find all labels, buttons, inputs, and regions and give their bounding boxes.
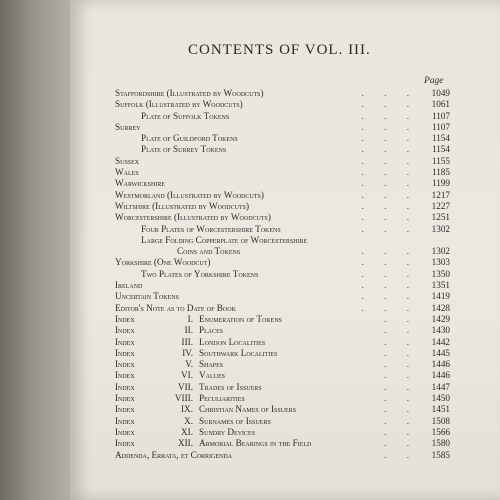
- index-label: Index: [115, 381, 135, 392]
- leader-dots: . . .: [361, 121, 418, 132]
- toc-entry: [115, 246, 450, 257]
- toc-entry-title: Four Plates of Worcestershire Tokens: [141, 223, 281, 234]
- page-column-header: Page: [424, 76, 444, 86]
- leader-dots: . . .: [361, 133, 418, 144]
- page-title: CONTENTS OF VOL. III.: [188, 42, 371, 58]
- toc-entry-page: 1428: [431, 302, 450, 313]
- toc-entry-page: 1302: [431, 223, 450, 234]
- toc-entry: [115, 190, 450, 201]
- toc-index-page: 1508: [431, 415, 450, 426]
- index-title: Enumeration of Tokens: [199, 313, 282, 324]
- toc-entry: [115, 201, 450, 212]
- index-title: Surnames of Issuers: [199, 415, 271, 426]
- toc-entry: [115, 235, 450, 246]
- leader-dots: . .: [384, 359, 418, 370]
- leader-dots: . .: [384, 381, 418, 392]
- index-title: Sundry Devices: [199, 426, 256, 437]
- toc-entry-title: Ireland: [115, 280, 143, 291]
- toc-index-entry: [115, 438, 450, 449]
- toc-index-page: 1442: [431, 336, 450, 347]
- toc-entry: [115, 111, 450, 122]
- leader-dots: . .: [384, 438, 418, 449]
- index-title: London Localities: [199, 336, 266, 347]
- book-page: [70, 0, 500, 500]
- toc-index-page: 1446: [431, 370, 450, 381]
- toc-index-line: [115, 370, 225, 381]
- toc-entry: [115, 280, 450, 291]
- toc-index-entry: [115, 393, 450, 404]
- toc-entry-page: 1227: [431, 200, 450, 211]
- leader-dots: . .: [384, 325, 418, 336]
- toc-index-entry: [115, 404, 450, 415]
- toc-index-page: 1429: [431, 313, 450, 324]
- toc-entry-title: Addenda, Errata, et Corrigenda: [115, 449, 233, 460]
- toc-index-line: [115, 393, 245, 404]
- toc-index-entry: [115, 314, 450, 325]
- toc-index-page: 1430: [431, 325, 450, 336]
- toc-entry-page: 1251: [431, 212, 450, 223]
- leader-dots: . . .: [361, 189, 418, 200]
- index-label: Index: [115, 370, 135, 381]
- toc-entry: [115, 122, 450, 133]
- toc-index-entry: [115, 416, 450, 427]
- index-title: Peculiarities: [199, 393, 245, 404]
- index-number: IX.: [181, 404, 193, 415]
- index-number: VI.: [181, 370, 193, 381]
- leader-dots: . .: [384, 404, 418, 415]
- leader-dots: . . .: [361, 223, 418, 234]
- toc-entry: [115, 303, 450, 314]
- toc-entry-title: Surrey: [115, 121, 141, 132]
- index-number: X.: [184, 415, 193, 426]
- index-number: VII.: [177, 381, 193, 392]
- toc-entry-page: 1303: [431, 257, 450, 268]
- toc-index-entry: [115, 370, 450, 381]
- toc-entry-title: Wiltshire (Illustrated by Woodcuts): [115, 200, 250, 211]
- toc-entry-page: 1154: [431, 133, 450, 144]
- leader-dots: . . .: [361, 144, 418, 155]
- toc-entry-title: Yorkshire (One Woodcut): [115, 257, 211, 268]
- index-title: Southwark Localities: [199, 347, 278, 358]
- toc-entry-title: Plate of Suffolk Tokens: [141, 110, 230, 121]
- toc-index-line: [115, 359, 223, 370]
- index-number: VIII.: [174, 393, 193, 404]
- index-number: XI.: [181, 426, 193, 437]
- toc-index-line: [115, 337, 265, 348]
- index-title: Shapes: [199, 359, 224, 370]
- toc-entry-title: Editor's Note as to Date of Book: [115, 302, 236, 313]
- toc-entry-title: Large Folding Copperplate of Worcestershire: [141, 234, 308, 245]
- toc-entry-addenda: [115, 450, 450, 461]
- leader-dots: . .: [384, 393, 418, 404]
- toc-entry-title: Westmorland (Illustrated by Woodcuts): [115, 189, 264, 200]
- toc-entry: [115, 99, 450, 110]
- index-number: III.: [181, 336, 193, 347]
- toc-index-line: [115, 404, 296, 415]
- toc-index-page: 1566: [431, 426, 450, 437]
- toc-entry-page: 1199: [431, 178, 450, 189]
- index-label: Index: [115, 313, 135, 324]
- toc-index-line: [115, 348, 277, 359]
- leader-dots: . . .: [361, 167, 418, 178]
- leader-dots: . .: [384, 370, 418, 381]
- toc-entry-page: 1107: [431, 121, 450, 132]
- leader-dots: . . .: [361, 99, 418, 110]
- toc-index-line: [115, 314, 282, 325]
- leader-dots: . .: [384, 426, 418, 437]
- leader-dots: . . .: [361, 291, 418, 302]
- toc-entry-page: 1061: [431, 99, 450, 110]
- toc-entry-title: Uncertain Tokens: [115, 291, 179, 302]
- index-number: V.: [185, 359, 193, 370]
- index-number: I.: [187, 313, 193, 324]
- toc-entry: [115, 224, 450, 235]
- toc-entry-title: Suffolk (Illustrated by Woodcuts): [115, 99, 243, 110]
- index-number: XII.: [177, 438, 193, 449]
- book-spine-shadow: [0, 0, 78, 500]
- toc-index-line: [115, 427, 255, 438]
- index-label: Index: [115, 336, 135, 347]
- leader-dots: . . .: [361, 257, 418, 268]
- leader-dots: . .: [384, 336, 418, 347]
- toc-entry-page: 1302: [431, 246, 450, 257]
- index-title: Trades of Issuers: [199, 381, 262, 392]
- toc-entry: [115, 156, 450, 167]
- toc-entry: [115, 291, 450, 302]
- toc-entry-title: Plate of Guildford Tokens: [141, 133, 238, 144]
- leader-dots: . . .: [361, 280, 418, 291]
- index-label: Index: [115, 404, 135, 415]
- toc-entry-page: 1154: [431, 144, 450, 155]
- index-number: II.: [184, 325, 193, 336]
- toc-index-page: 1450: [431, 393, 450, 404]
- index-label: Index: [115, 426, 135, 437]
- toc-index-page: 1445: [431, 347, 450, 358]
- leader-dots: . . .: [361, 178, 418, 189]
- leader-dots: . . .: [361, 268, 418, 279]
- leader-dots: . .: [384, 313, 418, 324]
- toc-index-entry: [115, 348, 450, 359]
- toc-entry-title: Warwickshire: [115, 178, 166, 189]
- toc-entry-page: 1185: [431, 167, 450, 178]
- toc-entry-title: Staffordshire (Illustrated by Woodcuts): [115, 88, 264, 98]
- index-title: Places: [199, 325, 224, 336]
- index-title: Values: [199, 370, 225, 381]
- toc-entry: [115, 257, 450, 268]
- toc-index-entry: [115, 337, 450, 348]
- leader-dots: . . .: [361, 200, 418, 211]
- toc-entry-page: 1217: [431, 189, 450, 200]
- toc-index-entry: [115, 382, 450, 393]
- leader-dots: . . .: [361, 302, 418, 313]
- toc-index-line: [115, 382, 262, 393]
- toc-index-page: 1446: [431, 359, 450, 370]
- index-label: Index: [115, 438, 135, 449]
- toc-entry-page: 1585: [431, 449, 450, 460]
- index-title: Christian Names of Issuers: [199, 404, 297, 415]
- toc-entry-title: Worcestershire (Illustrated by Woodcuts): [115, 212, 271, 223]
- toc-index-entry: [115, 359, 450, 370]
- toc-index-entry: [115, 427, 450, 438]
- toc-entry: [115, 144, 450, 155]
- toc-index-line: [115, 416, 271, 427]
- leader-dots: . .: [384, 415, 418, 426]
- toc-entry-page: 1107: [431, 110, 450, 121]
- leader-dots: . . .: [361, 155, 418, 166]
- toc-entry-page: 1419: [431, 291, 450, 302]
- toc-entry-page: 1049: [431, 88, 450, 98]
- toc-entry: [115, 269, 450, 280]
- index-label: Index: [115, 347, 135, 358]
- toc-index-page: 1580: [431, 438, 450, 449]
- leader-dots: . . .: [361, 110, 418, 121]
- table-of-contents: [115, 88, 450, 461]
- toc-entry-title: Sussex: [115, 155, 140, 166]
- toc-index-page: 1447: [431, 381, 450, 392]
- leader-dots: . .: [384, 347, 418, 358]
- toc-entry-page: 1351: [431, 280, 450, 291]
- toc-index-page: 1451: [431, 404, 450, 415]
- toc-entry: [115, 133, 450, 144]
- leader-dots: . .: [384, 449, 418, 460]
- index-title: Armorial Bearings in the Field: [199, 438, 312, 449]
- toc-entry-title: Plate of Surrey Tokens: [141, 144, 227, 155]
- toc-entry-title: Wales: [115, 167, 139, 178]
- toc-entry: [115, 178, 450, 189]
- toc-entry: [115, 167, 450, 178]
- toc-entry-title: Two Plates of Yorkshire Tokens: [141, 268, 259, 279]
- leader-dots: . . .: [361, 246, 418, 257]
- index-label: Index: [115, 415, 135, 426]
- toc-index-line: [115, 438, 311, 449]
- index-number: IV.: [182, 347, 193, 358]
- toc-entry-title: Coins and Tokens: [177, 246, 241, 257]
- toc-entry-page: 1350: [431, 268, 450, 279]
- toc-entry-page: 1155: [431, 155, 450, 166]
- index-label: Index: [115, 359, 135, 370]
- toc-entry: [115, 212, 450, 223]
- toc-index-entry: [115, 325, 450, 336]
- leader-dots: . . .: [361, 88, 418, 98]
- toc-entry: [115, 88, 450, 99]
- index-label: Index: [115, 325, 135, 336]
- leader-dots: . . .: [361, 212, 418, 223]
- toc-index-line: [115, 325, 223, 336]
- index-label: Index: [115, 393, 135, 404]
